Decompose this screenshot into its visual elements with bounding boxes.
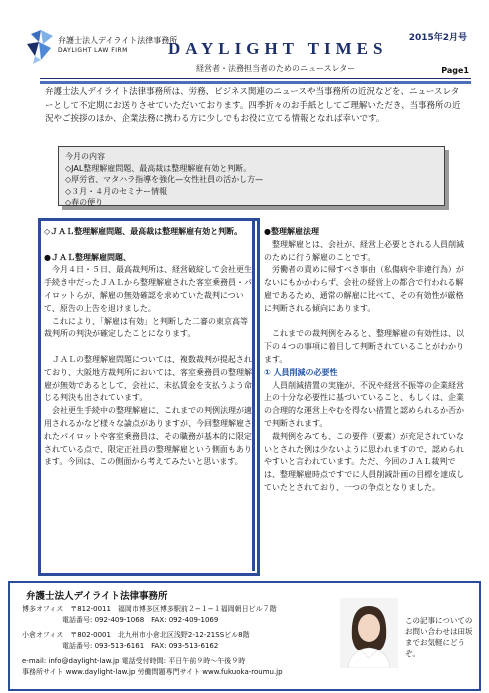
article-paragraph: これまでの裁判例をみると、整理解雇の有効性は、以下の４つの事項に着目して判断されていることがわかります。 bbox=[264, 329, 464, 364]
article-heading: ◇ＪＡＬ整理解雇問題、最高裁は整理解雇有効と判断。 bbox=[44, 227, 243, 236]
firm-name-en: DAYLIGHT LAW FIRM bbox=[58, 47, 128, 54]
contents-title: 今月の内容 bbox=[65, 152, 105, 161]
header-rule-thick bbox=[40, 81, 471, 84]
hakata-office-phone: 電話番号: 092-409-1068 FAX: 092-409-1069 bbox=[62, 616, 219, 624]
article-paragraph: 整理解雇とは、会社が、経営上必要とされる人員削減のために行う解雇のことです。 bbox=[264, 239, 464, 262]
contents-item: ◇JAL整理解雇問題、最高裁は整理解雇有効と判断。 bbox=[65, 163, 252, 173]
article-paragraph: 会社更生手続中の整理解雇に、これまでの判例法理が適用されるかなど様々な論点がありますが、今回整理解雇されたパイロットや客室乗務員は、その職務が基本的に限定されている点で、限定正社員の整理解雇という側面もあります。今回は、この側面から考えてみたいと思います。 bbox=[44, 406, 252, 467]
column-divider bbox=[252, 221, 255, 571]
page-number: Page1 bbox=[441, 66, 469, 75]
section-subheading: ●整理解雇法理 bbox=[264, 227, 319, 236]
section-subheading: ●ＪＡＬ整理解雇問題、 bbox=[44, 252, 131, 262]
article-paragraph: 今月４日・５日、最高裁判所は、経営破綻して会社更生手続き中だったＪＡＬから整理解雇された客室乗務員・パイロットらが、解雇の無効確認を求めていた裁判について、原告の上告を退けました。 bbox=[44, 265, 252, 313]
article-paragraph: 人員削減措置の実施が、不況や経営不振等の企業経営上の十分な必要性に基づいていること、もしくは、企業の合理的な運営上やむを得ない措置と認められるか否かで判断されます。 bbox=[264, 380, 464, 428]
header-rule-thin bbox=[40, 78, 471, 79]
firm-logo-icon bbox=[25, 30, 55, 64]
hakata-office-address: 博多オフィス 〒812-0011 福岡市博多区博多駅前２−１−１福岡朝日ビル７階 bbox=[22, 605, 277, 613]
point-heading: ① 人員削減の必要性 bbox=[264, 367, 338, 377]
contact-person-photo bbox=[340, 598, 398, 668]
contact-note: この記事についてのお問い合わせは田坂までお気軽にどうぞ。 bbox=[405, 616, 473, 658]
article-paragraph: これにより、「解雇は有効」と判断した二審の東京高等裁判所の判決が確定したことになります。 bbox=[44, 316, 248, 339]
footer-websites: 事務所サイト www.daylight-law.jp 労働問題専門サイト www.fukuoka-roumu.jp bbox=[22, 668, 283, 676]
article-paragraph: 裁判例をみても、この要件（要素）が充足されていないとされた例は少ないように思われますので、認められやすいと言われています。ただ、今回のＪＡＬ裁判では、整理解雇時点ですでに人員削減計画の目標を達成していたとされており、一つの争点となりました。 bbox=[264, 431, 465, 492]
footer-email: e-mail: info@daylight-law.jp 電話受付時間: 平日午前９時〜午後９時 bbox=[22, 657, 246, 665]
masthead-tagline: 経営者・法務担当者のためのニュースレター bbox=[196, 64, 356, 73]
intro-paragraph: 弁護士法人デイライト法律事務所は、労務、ビジネス関連のニュースや当事務所の近況などを、ニュースレターとして不定期にお送りさせていただいております。四季折々のお手紙としてご理解いただき、当事務所の近況やご挨拶のほか、企業法務に携わる方に少しでもお役に立てる情報となれば幸いです。 bbox=[45, 87, 461, 124]
kokura-office-phone: 電話番号: 093-513-6161 FAX: 093-513-6162 bbox=[62, 642, 219, 650]
footer-firm-name: 弁護士法人デイライト法律事務所 bbox=[26, 591, 168, 602]
kokura-office-address: 小倉オフィス 〒802-0001 北九州市小倉北区浅野2-12-21SSビル8階 bbox=[22, 631, 250, 639]
issue-label: 2015年2月号 bbox=[408, 33, 467, 43]
contents-item: ◇春の便り bbox=[65, 198, 104, 207]
article-paragraph: 労働者の責めに帰すべき事由（私傷病や非違行為）がないにもかかわらず、会社の経営上の都合で行われる解雇であるため、通常の解雇に比べて、その有効性が厳格に判断される傾向にあります。 bbox=[264, 265, 464, 313]
firm-name bbox=[58, 36, 177, 56]
article-paragraph: ＪＡＬの整理解雇問題については、複数裁判が提起されており、大阪地方裁判所においては、客室乗務員の整理解雇が無効であるとして、会社に、未払賃金を支払うよう命じる判決も出されています。 bbox=[44, 354, 252, 403]
left-column bbox=[44, 226, 252, 469]
contents-item: ◇厚労省、マタハラ指導を強化—女性社員の活かし方— bbox=[65, 175, 264, 184]
contents-box bbox=[58, 146, 445, 206]
contents-item: ◇３月・４月のセミナー情報 bbox=[65, 186, 168, 196]
firm-name-jp: 弁護士法人デイライト法律事務所 bbox=[58, 36, 178, 45]
right-column bbox=[264, 226, 469, 495]
masthead-title: DAYLIGHT TIMES bbox=[168, 39, 388, 58]
